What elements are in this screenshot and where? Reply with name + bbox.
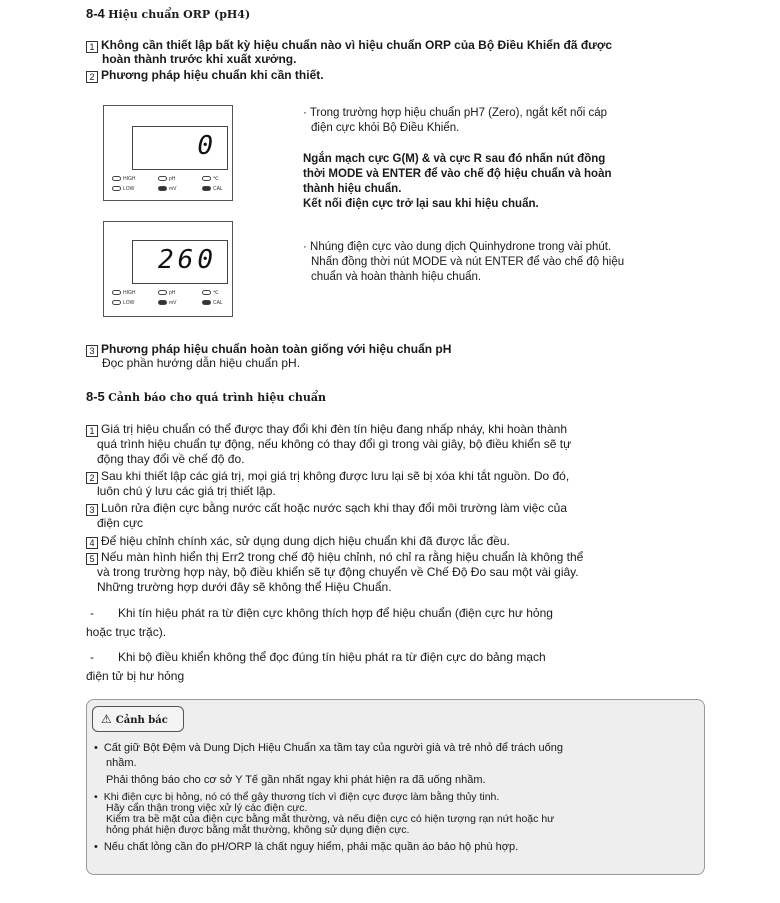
section-number: 8-4 <box>86 6 105 21</box>
caution-5: 5 Nếu màn hình hiển thị Err2 trong chế độ hiệu chỉnh, nó chỉ ra rằng hiệu chuẩn là không thể và trong trường hợp này, bộ điều khiển sẽ tự động chuyển về Chế Độ Đo sau một vài giây. Những trường hợp dưới đây sẽ không thể Hiệu Chuẩn. <box>86 550 583 595</box>
item-3: 3 Phương pháp hiệu chuẩn hoàn toàn giống với hiệu chuẩn pH <box>86 342 451 357</box>
caution-1: 1 Giá trị hiệu chuẩn có thể được thay đổi khi đèn tín hiệu đang nhấp nháy, khi hoàn thành quá trình hiệu chuẩn tự động, nếu không có thay đổi gì trong vài giây, bộ điều khiển sẽ tự động thay đổi về chế độ đo. <box>86 422 571 467</box>
warning-triangle-icon: ⚠ <box>101 712 112 726</box>
item-number-box: 5 <box>86 553 98 565</box>
caution-5-case-2: - Khi bộ điều khiển không thể đọc đúng tín hiệu phát ra từ điện cực do bảng mạch điện tử bị hư hỏng <box>86 650 546 683</box>
item-text: Phương pháp hiệu chuẩn khi cần thiết. <box>101 68 324 82</box>
lcd-panel-zero <box>103 105 233 201</box>
indicator-ph: pH <box>158 290 175 296</box>
caution-3: 3 Luôn rửa điện cực bằng nước cất hoặc nước sạch khi thay đổi môi trường làm việc của điện cực <box>86 501 567 531</box>
section-8-5-heading <box>86 389 326 404</box>
step-1-text: · Trong trường hợp hiệu chuẩn pH7 (Zero), ngắt kết nối cáp điện cực khỏi Bộ Điều Khiển. <box>303 107 608 134</box>
indicator-cal: CAL <box>202 300 223 306</box>
item-number-box: 3 <box>86 345 98 357</box>
section-8-4-heading <box>86 6 250 21</box>
indicator-temp: ℃ <box>202 176 219 182</box>
item-2 <box>86 68 324 83</box>
lcd-digits: 260 <box>158 245 217 275</box>
item-number-box: 3 <box>86 504 98 516</box>
indicator-high: HIGH <box>112 176 136 182</box>
step-1-instructions: Ngắn mạch cực G(M) & và cực R sau đó nhấn nút đồng thời MODE và ENTER để vào chế độ hiệu chuẩn và hoàn thành hiệu chuẩn. Kết nối điện cực trở lại sau khi hiệu chuẩn. <box>303 153 612 210</box>
item-3-cont: Đọc phần hướng dẫn hiệu chuẩn pH. <box>102 356 301 370</box>
warning-label: ⚠ Cảnh bác <box>92 706 184 732</box>
item-number-box: 1 <box>86 425 98 437</box>
indicator-temp: ℃ <box>202 290 219 296</box>
warning-bullet-2: • Khi điện cực bị hỏng, nó có thể gây thương tích vì điện cực được làm bằng thủy tinh. Hãy cẩn thận trong việc xử lý các điện cực. Kiểm tra bề mặt của điện cực bằng mắt thường, và nếu điện cực có hiện tượng rạn nứt hoặc hư hỏng phát hiện được bằng mắt thường, không sử dụng điện cực. <box>94 791 555 836</box>
lcd-digits: 0 <box>197 131 217 161</box>
item-1 <box>86 38 612 53</box>
indicator-mv: mV <box>158 300 177 306</box>
item-number-box: 2 <box>86 472 98 484</box>
lcd-screen <box>132 240 228 284</box>
item-number-box: 1 <box>86 41 98 53</box>
item-1-cont: hoàn thành trước khi xuất xưởng. <box>102 52 297 66</box>
caution-2: 2 Sau khi thiết lập các giá trị, mọi giá trị không được lưu lại sẽ bị xóa khi tắt nguồn. Do đó, luôn chú ý lưu các giá trị thiết lập. <box>86 469 569 499</box>
item-number-box: 2 <box>86 71 98 83</box>
item-text: Không cần thiết lập bất kỳ hiệu chuẩn nào vì hiệu chuẩn ORP của Bộ Điều Khiển đã được <box>101 38 613 52</box>
section-number: 8-5 <box>86 389 105 404</box>
indicator-low: LOW <box>112 186 134 192</box>
caution-5-case-1: - Khi tín hiệu phát ra từ điện cực không thích hợp để hiệu chuẩn (điện cực hư hỏng hoặc trục trặc). <box>86 606 553 639</box>
warning-bullet-3: • Nếu chất lỏng cần đo pH/ORP là chất nguy hiểm, phải mặc quần áo bảo hộ phù hợp. <box>94 841 519 853</box>
section-title: Cảnh báo cho quá trình hiệu chuẩn <box>108 391 327 404</box>
indicator-ph: pH <box>158 176 175 182</box>
dash-marker: - <box>90 650 94 664</box>
step-2-text: · Nhúng điện cực vào dung dịch Quinhydrone trong vài phút. Nhấn đồng thời nút MODE và nút ENTER để vào chế độ hiệu chuẩn và hoàn thành hiệu chuẩn. <box>303 241 625 283</box>
indicator-high: HIGH <box>112 290 136 296</box>
lcd-panel-260 <box>103 221 233 317</box>
caution-4: 4 Để hiệu chỉnh chính xác, sử dụng dung dịch hiệu chuẩn khi đã được lắc đều. <box>86 534 510 549</box>
warning-bullet-1: • Cất giữ Bột Đệm và Dung Dịch Hiệu Chuẩn xa tầm tay của người già và trẻ nhỏ để trách uống nhầm. Phải thông báo cho cơ sở Y Tế gần nhất ngay khi phát hiện ra đã uống nhầm. <box>94 742 563 786</box>
item-number-box: 4 <box>86 537 98 549</box>
indicator-mv: mV <box>158 186 177 192</box>
lcd-screen <box>132 126 228 170</box>
section-title: Hiệu chuẩn ORP (pH4) <box>108 8 251 21</box>
dash-marker: - <box>90 606 94 620</box>
indicator-cal: CAL <box>202 186 223 192</box>
indicator-low: LOW <box>112 300 134 306</box>
